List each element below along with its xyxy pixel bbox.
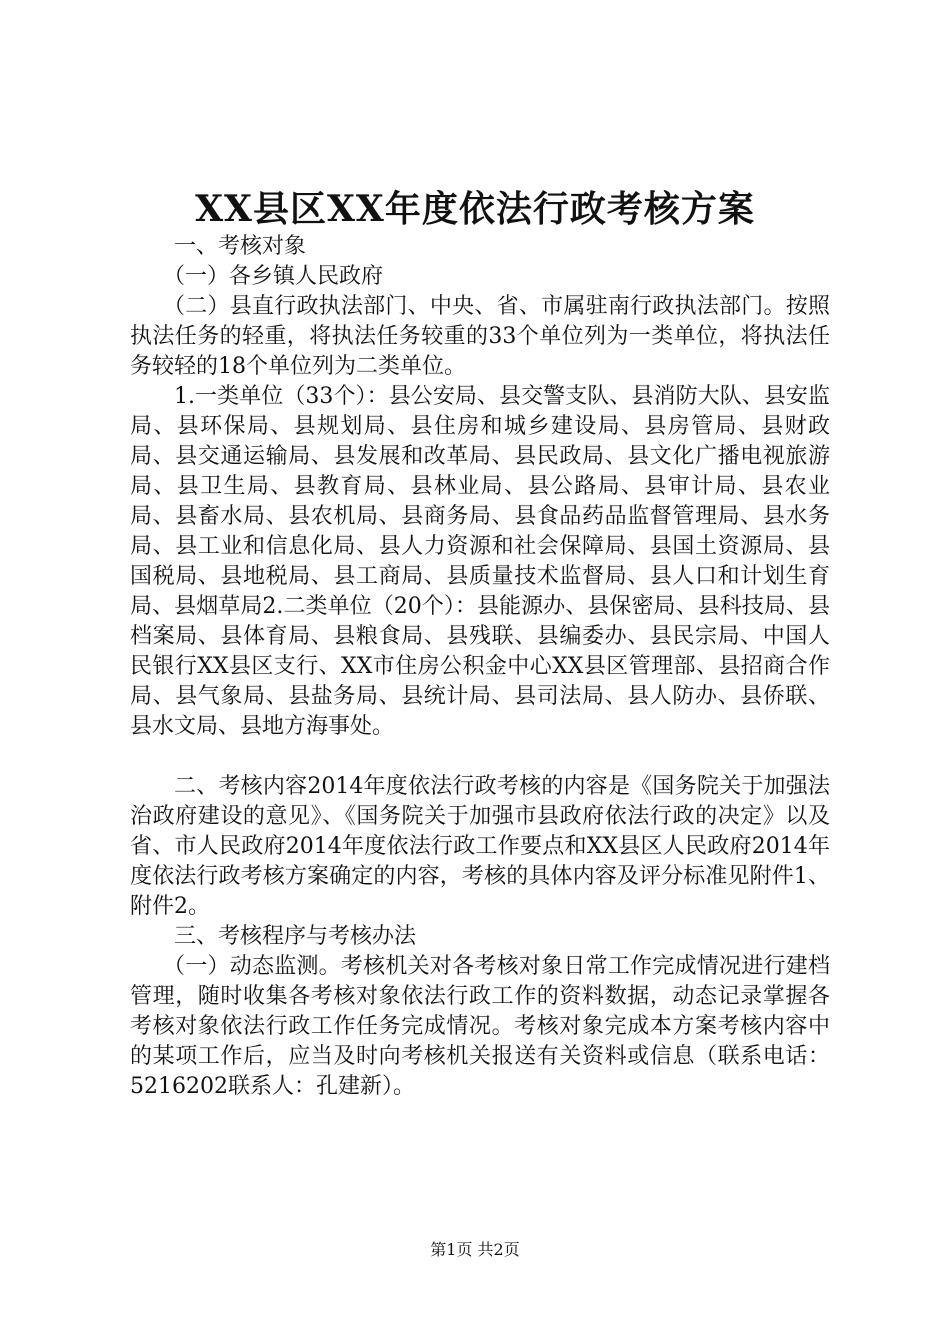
paragraph-item-2: （二）县直行政执法部门、中央、省、市属驻南行政执法部门。按照执法任务的轻重，将执法任务较重的33个单位列为一类单位，将执法任务较轻的18个单位列为二类单位。: [130, 294, 830, 379]
section-heading-3: 三、考核程序与考核办法: [174, 924, 417, 949]
page-footer: 第1页 共2页: [430, 1240, 520, 1259]
paragraph-unit-list: 1.一类单位（33个）：县公安局、县交警支队、县消防大队、县安监局、县环保局、县规划局、县住房和城乡建设局、县房管局、县财政局、县交通运输局、县发展和改革局、县民政局、县文化广播电视旅游局、县卫生局、县教育局、县林业局、县公路局、县审计局、县农业局、县畜水局、县农机局、县商务局、县食品药品监督管理局、县水务局、县工业和信息化局、县人力资源和社会保障局、县国土资源局、县国税局、县地税局、县工商局、县质量技术监督局、县人口和计划生育局、县烟草局2.二类单位（20个）：县能源办、县保密局、县科技局、县档案局、县体育局、县粮食局、县残联、县编委办、县民宗局、中国人民银行XX县区支行、XX市住房公积金中心XX县区管理部、县招商合作局、县气象局、县盐务局、县统计局、县司法局、县人防办、县侨联、县水文局、县地方海事处。: [130, 384, 830, 739]
paragraph-item-1: （一）各乡镇人民政府: [163, 264, 384, 289]
document-title: XX县区XX年度依法行政考核方案: [195, 188, 755, 230]
section-heading-1: 一、考核对象: [174, 234, 307, 259]
document-body: [130, 232, 830, 1102]
paragraph-gap: [130, 742, 830, 772]
paragraph-dynamic-monitoring: （一）动态监测。考核机关对各考核对象日常工作完成情况进行建档管理，随时收集各考核对象依法行政工作的资料数据，动态记录掌握各考核对象依法行政工作任务完成情况。考核对象完成本方案考核内容中的某项工作后，应当及时向考核机关报送有关资料或信息（联系电话：5216202联系人：孔建新）。: [130, 954, 830, 1099]
section-heading-2-paragraph: 二、考核内容2014年度依法行政考核的内容是《国务院关于加强法治政府建设的意见》、《国务院关于加强市县政府依法行政的决定》以及省、市人民政府2014年度依法行政工作要点和XX县区人民政府2014年度依法行政考核方案确定的内容，考核的具体内容及评分标准见附件1、附件2。: [130, 774, 830, 919]
